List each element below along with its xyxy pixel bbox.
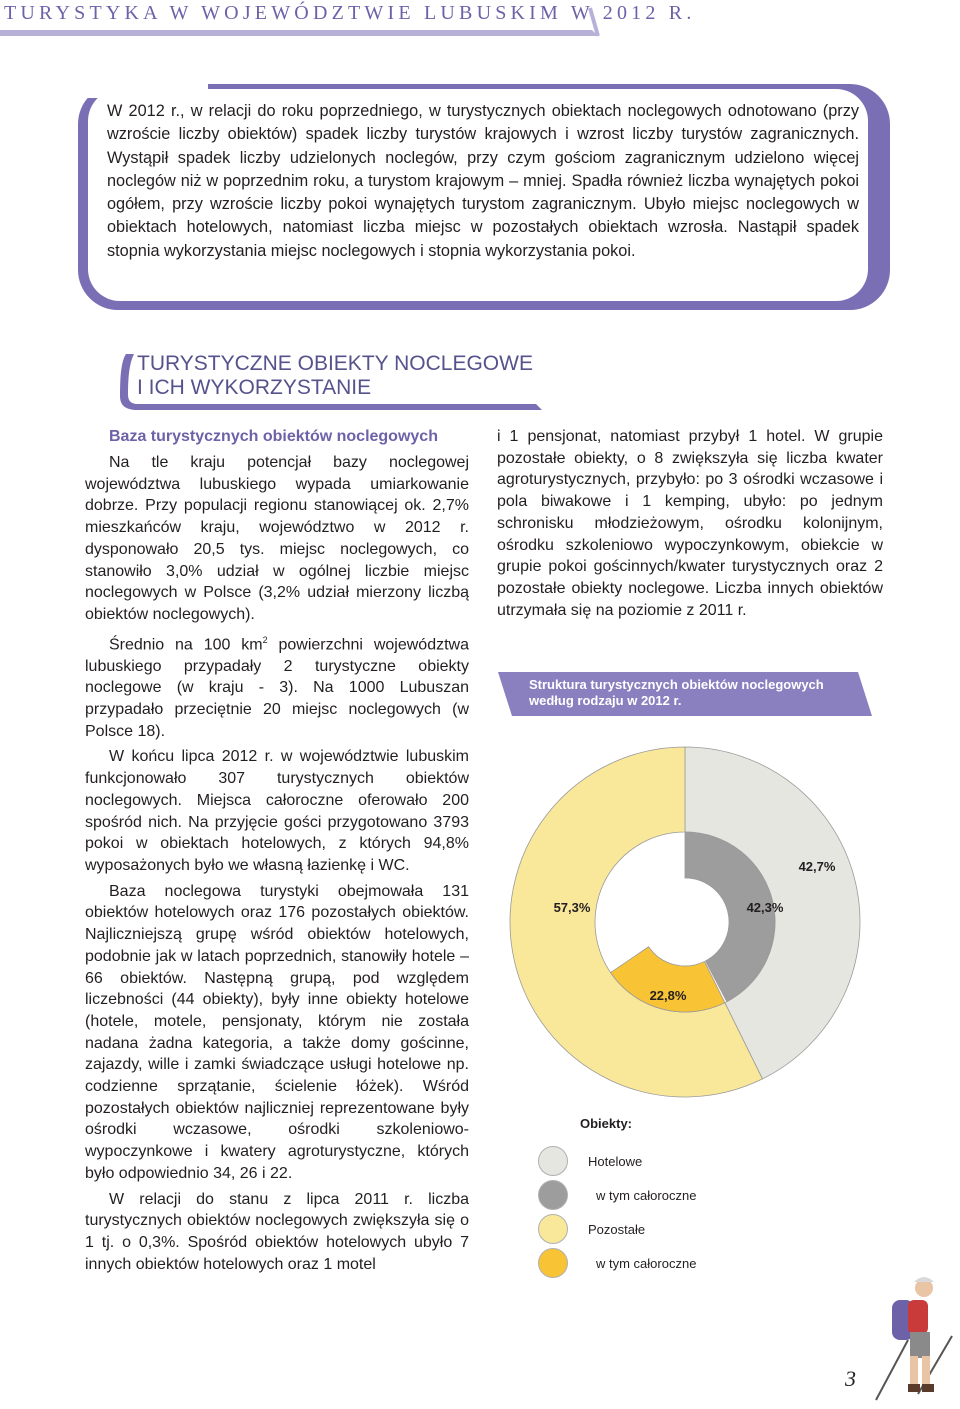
legend-item: [538, 1248, 838, 1278]
left-paragraph-5: W relacji do stanu z lipca 2011 r. liczba turystycznych obiektów noclegowych zwiększyła się o 1 tj. o 0,3%. Spośród obiektów hotelowych ubyło 7 innych obiektów hotelowych oraz 1 motel: [85, 1190, 469, 1273]
label-inner-pozostale-caloroczne: 22,8%: [649, 988, 687, 1003]
subsection-heading: Baza turystycznych obiektów noclegowych: [109, 428, 438, 445]
left-paragraph-4: Baza noclegowa turystyki obejmowała 131 obiektów hotelowych oraz 176 pozostałych obiektów. Najliczniejszą grupę wśród obiektów hotelowych, podobnie jak w latach poprzednich, stanowiły hotele – 66 obiektów. Następną grupą, pod względem liczebności (44 obiekty), były inne obiekty hotelowe (hotele, motele, pensjonaty, którym nie została nadana żadna kategoria, a także domy gościnne, zajazdy, wille i zamki świadczące usługi hotelowe np. codzienne sprzątanie, ścielenie łóżek). Wśród pozostałych obiektów najliczniej reprezentowane były ośrodki wczasowe, ośrodki szkoleniowo-wypoczynkowe i kwatery agroturystyczne, których było odpowiednio 34, 26 i 22.: [85, 882, 469, 1182]
legend-label: Pozostałe: [588, 1222, 646, 1237]
left-paragraph-2-start: Średnio na 100 km: [109, 635, 263, 653]
legend-label: w tym całoroczne: [596, 1188, 697, 1203]
section-title-line1: TURYSTYCZNE OBIEKTY NOCLEGOWE: [137, 352, 533, 375]
legend-item: [538, 1146, 838, 1176]
intro-paragraph: W 2012 r., w relacji do roku poprzedniego, w turystycznych obiektach noclegowych odnotowano (przy wzroście liczby obiektów) spadek liczby turystów krajowych i wzrost liczby turystów zagranicznych. Wystąpił spadek liczby udzielonych noclegów, przy czym gościom zagranicznym udzielono więcej noclegów niż w poprzednim roku, a turystom krajowym – mniej. Spadła również liczba wynajętych pokoi ogółem, przy wzroście liczby pokoi wynajętych turystom zagranicznym. Ubyło miejsc noclegowych w obiektach hotelowych, natomiast liczba miejsc w pozostałych obiektach wzrosła. Nastąpił spadek stopnia wykorzystania miejsc noclegowych i stopnia wykorzystania pokoi.: [107, 102, 859, 260]
legend-label: w tym całoroczne: [596, 1256, 697, 1271]
legend-title: Obiekty:: [580, 1116, 633, 1131]
left-paragraph-2: [85, 630, 469, 743]
label-outer-hotelowe: 42,7%: [798, 859, 836, 874]
legend-swatch: [538, 1248, 568, 1278]
page-header-title: TURYSTYKA W WOJEWÓDZTWIE LUBUSKIM W 2012 R.: [4, 2, 696, 24]
donut-chart: [505, 730, 915, 1100]
chart-title: Struktura turystycznych obiektów noclegowych według rodzaju w 2012 r.: [529, 677, 824, 708]
page-number: 3: [845, 1366, 856, 1391]
right-paragraph-1: i 1 pensjonat, natomiast przybył 1 hotel. W grupie pozostałe obiekty, o 8 zwiększyła się liczba kwater agroturystycznych, przybyło: po 3 ośrodki wczasowe i pola biwakowe i 1 kemping, ubyło: po jednym schronisku młodzieżowym, ośrodku kolonijnym, ośrodku szkoleniowo wypoczynkowym, obiekcie w grupie pokoi gościnnych/kwater turystycznych oraz 2 pozostałe obiekty noclegowe. Liczba innych obiektów utrzymała się na poziomie z 2011 r.: [497, 428, 883, 619]
superscript-2: 2: [262, 634, 268, 645]
left-column: [85, 426, 469, 1279]
hiker-illustration: [870, 1270, 960, 1405]
legend-swatch: [538, 1214, 568, 1244]
label-outer-pozostale: 57,3%: [553, 900, 591, 915]
right-column: [497, 426, 883, 621]
left-paragraph-3: W końcu lipca 2012 r. w województwie lubuskim funkcjonowało 307 turystycznych obiektów noclegowych. Miejsca całoroczne oferowało 200 spośród nich. Na przyjęcie gości przygotowano 3793 pokoi w obiektach hotelowych, z których 94,8% wyposażonych było we własną łazienkę i WC.: [85, 748, 469, 874]
left-paragraph-1: Na tle kraju potencjał bazy noclegowej województwa lubuskiego wypada umiarkowanie dobrze. Przy populacji regionu stanowiącej ok. 2,7% mieszkańców kraju, województwo w 2012 r. dysponowało 20,5 tys. miejsc noclegowych, co stanowiło 3,0% udział w ogólnej liczbie miejsc noclegowych w Polsce (3,2% udział mierzony liczbą obiektów noclegowych).: [85, 454, 469, 623]
label-inner-hotelowe-caloroczne: 42,3%: [746, 900, 784, 915]
legend-label: Hotelowe: [588, 1154, 643, 1169]
section-title: [137, 352, 533, 400]
legend-swatch: [538, 1146, 568, 1176]
left-paragraph-2-rest: powierzchni województwa lubuskiego przypadały 2 turystyczne obiekty noclegowe (w kraju - 3). Na 1000 Lubuszan przypadało przeciętnie 20 miejsc noclegowych (w Polsce 18).: [85, 635, 469, 740]
section-title-line2: I ICH WYKORZYSTANIE: [137, 376, 372, 399]
legend-swatch: [538, 1180, 568, 1210]
legend-item: [538, 1180, 838, 1210]
legend-item: [538, 1214, 838, 1244]
